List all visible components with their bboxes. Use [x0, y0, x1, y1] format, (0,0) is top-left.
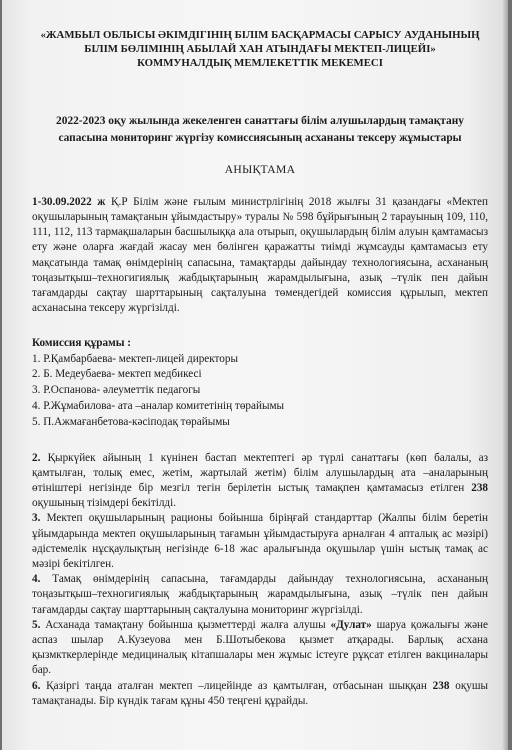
header-line-1: «ЖАМБЫЛ ОБЛЫСЫ ӘКІМДІГІНІҢ БІЛІМ БАСҚАРМАСЫ САРЫСУ АУДАНЫНЫҢ — [40, 29, 480, 41]
paragraph-text: Асханада тамақтану бойынша қызметтерді жалға алушы — [40, 618, 331, 631]
commission-title: Комиссия құрамы : — [32, 337, 131, 350]
paragraph-emphasis: «Дулат» — [330, 618, 372, 631]
paragraph-emphasis: 238 — [432, 679, 450, 692]
intro-text: Қ.Р Білім және ғылым министрлігінің 2018 жылғы 31 қазандағы «Мектеп оқушыларының тамақтанын ұйымдастыру» туралы № 598 бұйрығының 2 тарауының 109, 110, 111, 112, 113 тармақшаларын басшылыққа ала отырып, оқушылардың білім алуын қамтамасыз ету және оларға жағдай жасау мен бөлінген қаражатты тиімді жұмсауды қамтамасыз ету мақсатында тамақ өнімдерінің сапасына, тамақтарды дайындау технологиясына, асхананың тоңазытқыш–техногигиялық жабдықтарының жарамдылығына, азық –түлік пен дайын тағамдарды сақтау шарттарының сақталуына төмендегідей комиссия құрылып, мектеп асханасына тексеру жүргізілді. — [32, 195, 488, 315]
paragraph-number: 3. — [32, 512, 41, 525]
paragraph-text: Мектеп оқушыларының рационы бойынша біріңғай стандарттар (Жалпы білім беретін ұйымдарында мектеп оқушыларының тағамын ұйымдастыруға арналған 4 апталық ас мәзірі) әдістемелік нұсқаулықтың негізінде 6-18 жас аралығында оқушылар үшін ыстық тамақ ас мәзірі бекітілген. — [32, 512, 488, 571]
title-line-2: сапасына мониторинг жүргізу комиссиясының асхананы тексеру жұмыстары — [58, 131, 462, 144]
document-type: АНЫҚТАМА — [224, 162, 296, 176]
institution-header — [32, 28, 488, 71]
paragraph-text: Қазіргі таңда аталған мектеп –лицейінде аз қамтылған, отбасынан шыққан — [40, 679, 433, 692]
commission-member: 1. Р.Қамбарбаева- мектеп-лицей директоры — [32, 352, 238, 365]
paragraph-number: 6. — [32, 679, 41, 692]
paragraph-text: Қыркүйек айының 1 күнінен бастап мектептегі әр түрлі санаттағы (көп балалы, аз қамтылған, толық емес, жетім, жартылай жетім) білім алушылардың ата –аналарының өтініштері негізінде бір мезгіл тегін берілетін ыстық тамақпен қамтамасыз етілген — [32, 451, 488, 495]
header-line-2: БІЛІМ БӨЛІМІНІҢ АБЫЛАЙ ХАН АТЫНДАҒЫ МЕКТЕП-ЛИЦЕЙІ» — [84, 43, 436, 56]
paragraph-text-end: оқушы тамақтанады. Бір күндік тағам құны 450 теңгені құрайды. — [32, 679, 488, 707]
title-line-1: 2022-2023 оқу жылында жекеленген санаттағы білім алушылардың тамақтану — [56, 114, 464, 127]
paragraph-number: 5. — [32, 618, 41, 631]
page-edge-shadow — [502, 0, 508, 750]
commission-members-list — [32, 352, 488, 431]
commission-member: 4. Р.Жұмабилова- ата –аналар комитетінің төрайымы — [32, 400, 285, 413]
paragraph-emphasis: 238 — [471, 482, 488, 495]
paragraph-6 — [32, 679, 488, 709]
intro-paragraph — [32, 195, 488, 317]
paragraph-3 — [32, 511, 488, 572]
paragraph-number: 4. — [32, 573, 41, 586]
paragraph-number: 2. — [32, 451, 41, 464]
commission-member: 3. Р.Оспанова- әлеуметтік педагогы — [32, 384, 201, 397]
header-line-3: КОММУНАЛДЫҚ МЕМЛЕКЕТТІК МЕКЕМЕСІ — [137, 57, 383, 70]
document-page — [2, 0, 508, 750]
commission-member: 2. Б. Медеубаева- мектеп медбикесі — [32, 368, 202, 381]
paragraph-5 — [32, 618, 488, 679]
paragraph-4 — [32, 572, 488, 618]
paragraph-2 — [32, 451, 488, 512]
intro-date: 1-30.09.2022 ж — [32, 195, 106, 208]
commission-member: 5. П.Ажмағанбетова-кәсіподақ төрайымы — [32, 415, 230, 428]
document-content — [32, 28, 488, 709]
paragraph-text-end: шаруа қожалығы және аспаз шылар А.Кузеуова мен Б.Шотыбекова қызмет атқарады. Барлық асхана қызмкткерлерінде медициналық кітапшалары мен жұмыс істеуге рұқсат етілген вакциналары бар. — [32, 618, 488, 677]
paragraph-text-end: оқушының тізімдері бекітілді. — [32, 497, 177, 510]
document-title — [32, 113, 488, 147]
paragraph-text: Тамақ өнімдерінің сапасына, тағамдарды дайындау технологиясына, асхананың тоңазытқыш–техногигиялық жабдықтарының жарамдылығына, азық –түлік пен дайын тағамдарды сақтау шарттарының сақталуына мониторинг жүргізілді. — [32, 573, 488, 616]
